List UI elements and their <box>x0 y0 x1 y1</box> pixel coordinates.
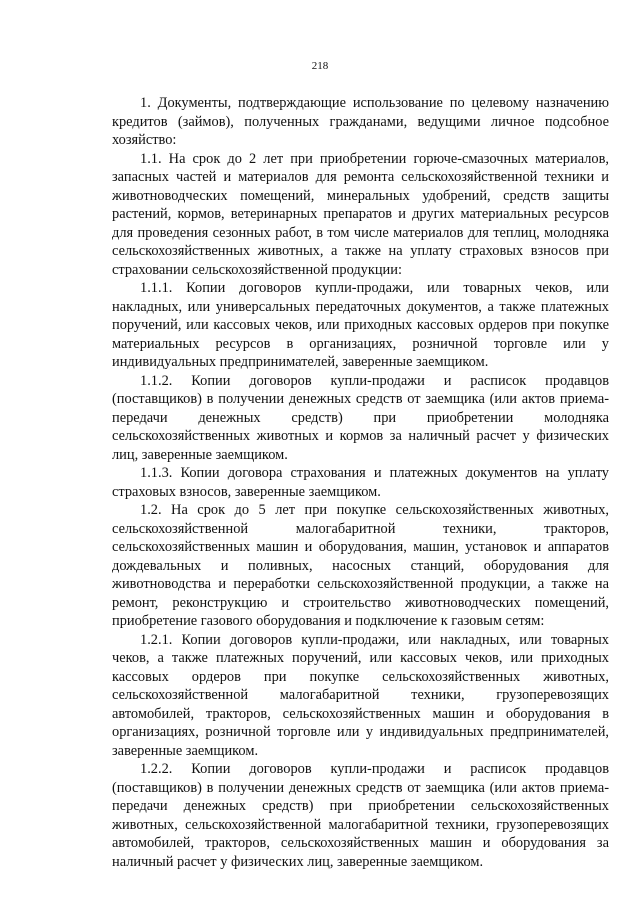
paragraph-1-1-3: 1.1.3. Копии договора страхования и платежных документов на уплату страховых взносов, заверенные заемщиком. <box>112 465 609 500</box>
paragraph-1: 1. Документы, подтверждающие использование по целевому назначению кредитов (займов), полученных гражданами, ведущими личное подсобное хозяйство: <box>112 95 609 148</box>
document-body <box>112 94 609 871</box>
page-number: 218 <box>311 60 329 72</box>
paragraph-1-1-1: 1.1.1. Копии договоров купли-продажи, или товарных чеков, или накладных, или универсальных передаточных документов, а также платежных поручений, или кассовых чеков, или приходных кассовых ордеров при покупке материальных ресурсов в организациях, розничной торговле или у индивидуальных предпринимателей, заверенные заемщиком. <box>112 280 609 370</box>
paragraph-1-2-1: 1.2.1. Копии договоров купли-продажи, или накладных, или товарных чеков, а также платежных поручений, или кассовых чеков, или приходных кассовых ордеров при покупке сельскохозяйственных животных, сельскохозяйственной малогабаритной техники, грузоперевозящих автомобилей, тракторов, сельскохозяйственных машин и оборудования в организациях, розничной торговле или у индивидуальных предпринимателей, заверенные заемщиком. <box>112 631 609 759</box>
paragraph-1-2: 1.2. На срок до 5 лет при покупке сельскохозяйственных животных, сельскохозяйственной малогабаритной техники, тракторов, сельскохозяйственных машин и оборудования, машин, установок и аппаратов дождевальных и поливных, насосных станций, оборудования для животноводства и переработки сельскохозяйственной продукции, а также на ремонт, реконструкцию и строительство животноводческих помещений, приобретение газового оборудования и подключение к газовым сетям: <box>112 502 609 629</box>
paragraph-1-2-2: 1.2.2. Копии договоров купли-продажи и расписок продавцов (поставщиков) в получении денежных средств от заемщика (или актов приема-передачи денежных средств) при приобретении сельскохозяйственных животных, сельскохозяйственной малогабаритной техники, грузоперевозящих автомобилей, тракторов, сельскохозяйственных машин и оборудования за наличный расчет у физических лиц, заверенные заемщиком. <box>112 761 609 870</box>
paragraph-1-1-2: 1.1.2. Копии договоров купли-продажи и расписок продавцов (поставщиков) в получении денежных средств от заемщика (или актов приема-передачи денежных средств) при приобретении молодняка сельскохозяйственных животных и кормов за наличный расчет у физических лиц, заверенные заемщиком. <box>112 372 609 463</box>
paragraph-1-1: 1.1. На срок до 2 лет при приобретении горюче-смазочных материалов, запасных частей и материалов для ремонта сельскохозяйственной техники и животноводческих помещений, минеральных удобрений, средств защиты растений, кормов, ветеринарных препаратов и других материальных ресурсов для проведения сезонных работ, в том числе материалов для теплиц, молодняка сельскохозяйственных животных, а также на уплату страховых взносов при страховании сельскохозяйственной продукции: <box>112 150 609 278</box>
